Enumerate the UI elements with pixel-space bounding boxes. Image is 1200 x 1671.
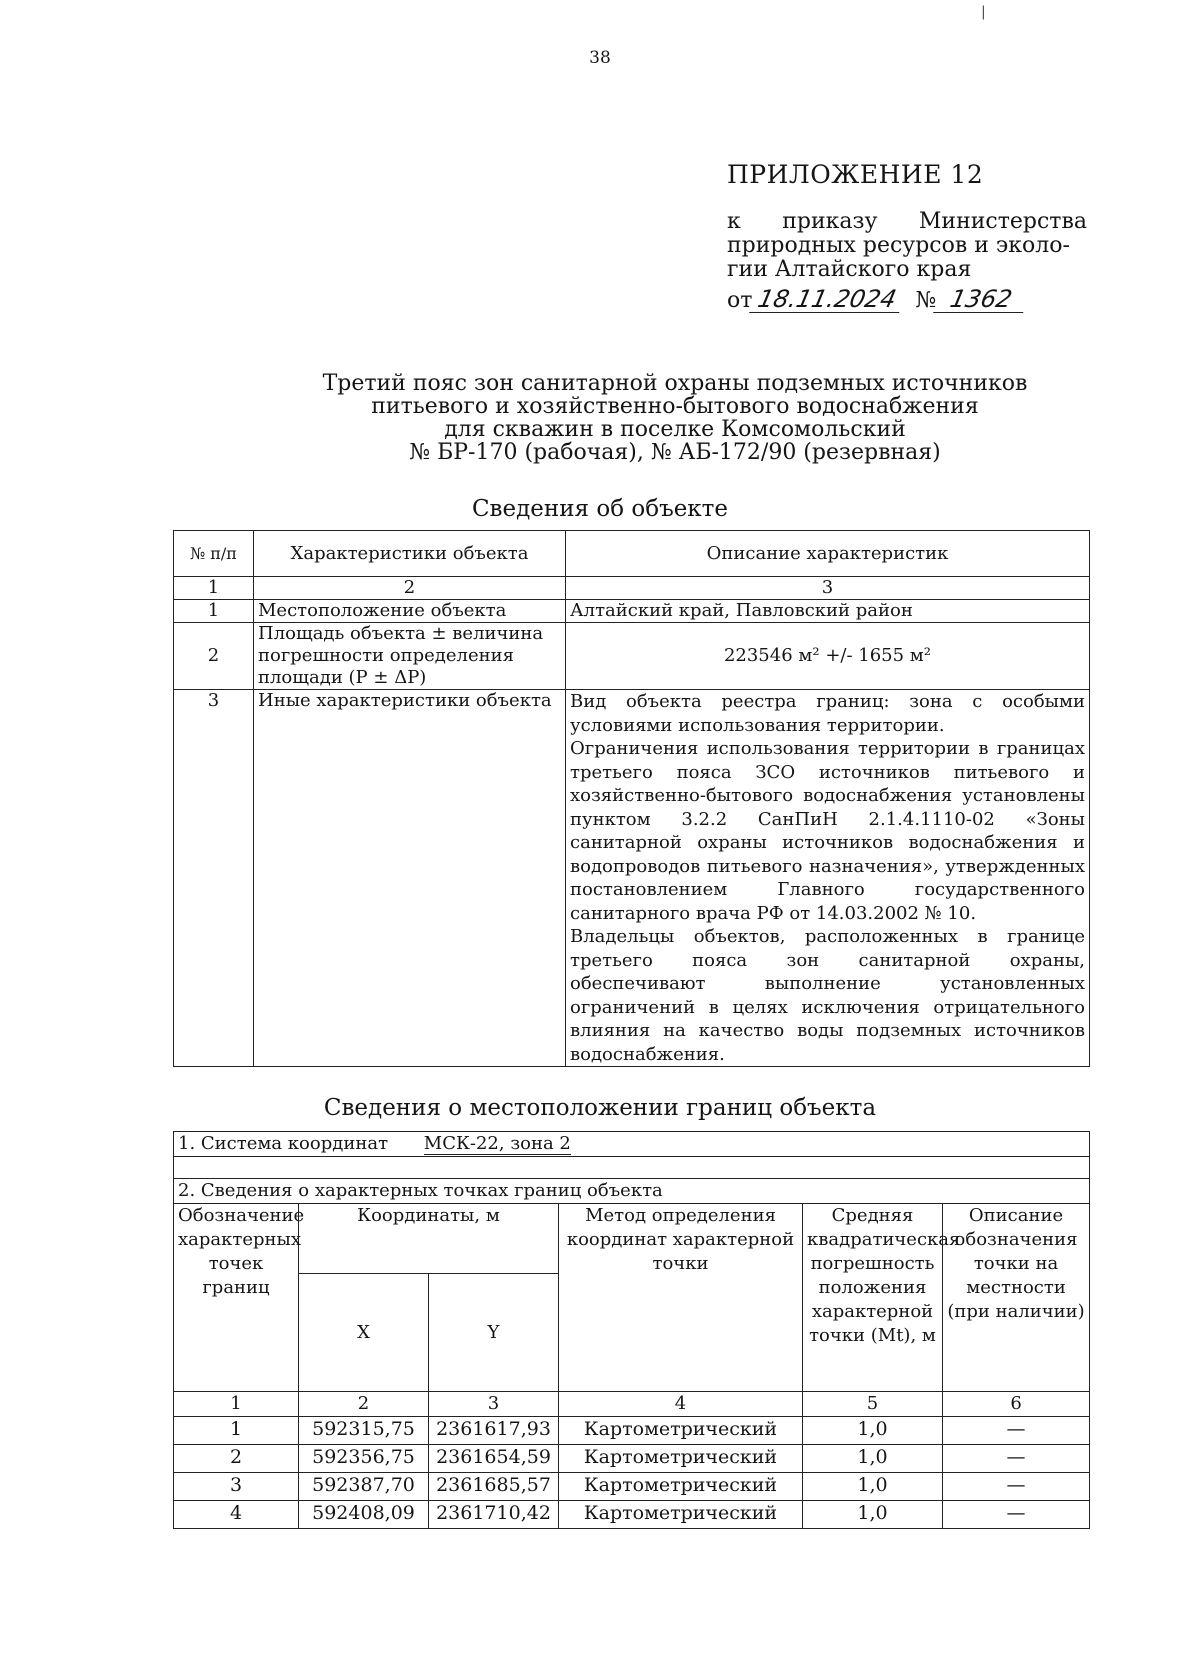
header-cell: Описание характеристик: [566, 531, 1090, 577]
row-number: 1: [174, 600, 254, 623]
coord-system-cell: [174, 1132, 1090, 1157]
appendix-title: ПРИЛОЖЕНИЕ 12: [727, 160, 984, 189]
header-row: [174, 1204, 1090, 1274]
point-x: 592356,75: [299, 1445, 429, 1473]
row-name: Иные характеристики объекта: [254, 690, 566, 1067]
order-word: приказу: [782, 209, 878, 234]
point-desc: —: [943, 1473, 1090, 1501]
point-x: 592408,09: [299, 1501, 429, 1529]
row-number: 3: [174, 690, 254, 1067]
order-k: к: [727, 209, 741, 234]
number-cell: 2: [299, 1392, 429, 1417]
header-x: X: [299, 1274, 429, 1392]
table-row: [174, 1417, 1090, 1445]
order-reference-line2: природных ресурсов и эколо-: [727, 233, 1070, 258]
boundary-table: [173, 1131, 1090, 1529]
table-row: [174, 1473, 1090, 1501]
point-method: Картометрический: [559, 1417, 803, 1445]
title-line2: питьевого и хозяйственно-бытового водоснабжения: [371, 394, 979, 419]
title-line3: для скважин в поселке Комсомольский: [444, 417, 906, 442]
point-desc: —: [943, 1417, 1090, 1445]
number-cell: 6: [943, 1392, 1090, 1417]
number-cell: 3: [429, 1392, 559, 1417]
boundary-info-title: Сведения о местоположении границ объекта: [323, 1095, 877, 1121]
date-prefix: от: [727, 288, 753, 313]
row-value: [566, 690, 1090, 1067]
table-row: [174, 600, 1090, 623]
table-header-row: [174, 531, 1090, 577]
number-cell: 3: [566, 577, 1090, 600]
table-row: [174, 1501, 1090, 1529]
number-cell: 1: [174, 1392, 299, 1417]
point-x: 592387,70: [299, 1473, 429, 1501]
point-method: Картометрический: [559, 1473, 803, 1501]
table-row: [174, 623, 1090, 690]
header-error: Средняя квадратическая погрешность положения характерной точки (Mt), м: [803, 1204, 943, 1392]
order-reference: [727, 210, 1087, 282]
scan-mark: |: [981, 4, 986, 20]
title-line4: № БР-170 (рабочая), № АБ-172/90 (резервная): [409, 440, 941, 465]
header-coords: Координаты, м: [299, 1204, 559, 1274]
point-y: 2361617,93: [429, 1417, 559, 1445]
header-cell: № п/п: [174, 531, 254, 577]
number-prefix: №: [915, 288, 937, 313]
document-title: [250, 372, 1100, 464]
table-row: [174, 1445, 1090, 1473]
point-y: 2361685,57: [429, 1473, 559, 1501]
point-method: Картометрический: [559, 1501, 803, 1529]
handwritten-number: 1362: [933, 286, 1029, 313]
point-mt: 1,0: [803, 1501, 943, 1529]
table-row: [174, 690, 1090, 1067]
number-cell: 5: [803, 1392, 943, 1417]
table-number-row: [174, 577, 1090, 600]
point-desc: —: [943, 1501, 1090, 1529]
paragraph: Владельцы объектов, расположенных в границе третьего пояса зон санитарной охраны, обеспечивают выполнение установленных ограничений в целях исключения отрицательного влияния на качество воды подземных источников водоснабжения.: [570, 926, 1085, 1065]
point-mt: 1,0: [803, 1445, 943, 1473]
row-number: 2: [174, 623, 254, 690]
paragraph: Вид объекта реестра границ: зона с особыми условиями использования территории.: [570, 691, 1085, 736]
point-x: 592315,75: [299, 1417, 429, 1445]
number-cell: 4: [559, 1392, 803, 1417]
order-reference-line3: гии Алтайского края: [727, 257, 972, 282]
point-method: Картометрический: [559, 1445, 803, 1473]
header-designation: Обозначение характерных точек границ: [174, 1204, 299, 1392]
header-description: Описание обозначения точки на местности (при наличии): [943, 1204, 1090, 1392]
coord-system-row: [174, 1132, 1090, 1157]
point-id: 4: [174, 1501, 299, 1529]
point-id: 1: [174, 1417, 299, 1445]
order-ministry: Министерства: [918, 209, 1087, 234]
row-name: Площадь объекта ± величина погрешности определения площади (Р ± ΔР): [254, 623, 566, 690]
paragraph: Ограничения использования территории в границах третьего пояса ЗСО источников питьевого и хозяйственно-бытового водоснабжения установлены пунктом 3.2.2 СанПиН 2.1.4.1110-02 «Зоны санитарной охраны источников водоснабжения и водопроводов питьевого назначения», утвержденных постановлением Главного государственного санитарного врача РФ от 14.03.2002 № 10.: [570, 738, 1085, 924]
point-mt: 1,0: [803, 1473, 943, 1501]
spacer-cell: [174, 1157, 1090, 1179]
number-row: [174, 1392, 1090, 1417]
row-name: Местоположение объекта: [254, 600, 566, 623]
order-date-line: [727, 286, 1026, 313]
point-id: 2: [174, 1445, 299, 1473]
row-value: 223546 м² +/- 1655 м²: [566, 623, 1090, 690]
page-number: 38: [589, 48, 611, 68]
title-line1: Третий пояс зон санитарной охраны подземных источников: [322, 371, 1028, 396]
spacer-row: [174, 1157, 1090, 1179]
coord-system-label: 1. Система координат: [178, 1133, 389, 1154]
object-info-table: [173, 530, 1090, 1067]
point-mt: 1,0: [803, 1417, 943, 1445]
number-cell: 1: [174, 577, 254, 600]
order-reference-line1: [727, 210, 1087, 234]
point-id: 3: [174, 1473, 299, 1501]
handwritten-date: 18.11.2024: [750, 286, 906, 313]
number-cell: 2: [254, 577, 566, 600]
points-label-row: [174, 1179, 1090, 1204]
row-value: Алтайский край, Павловский район: [566, 600, 1090, 623]
point-y: 2361654,59: [429, 1445, 559, 1473]
point-desc: —: [943, 1445, 1090, 1473]
points-label: 2. Сведения о характерных точках границ объекта: [174, 1179, 1090, 1204]
header-y: Y: [429, 1274, 559, 1392]
object-info-title: Сведения об объекте: [471, 496, 729, 522]
coord-system-value: МСК-22, зона 2: [423, 1133, 571, 1154]
header-method: Метод определения координат характерной точки: [559, 1204, 803, 1392]
point-y: 2361710,42: [429, 1501, 559, 1529]
header-cell: Характеристики объекта: [254, 531, 566, 577]
